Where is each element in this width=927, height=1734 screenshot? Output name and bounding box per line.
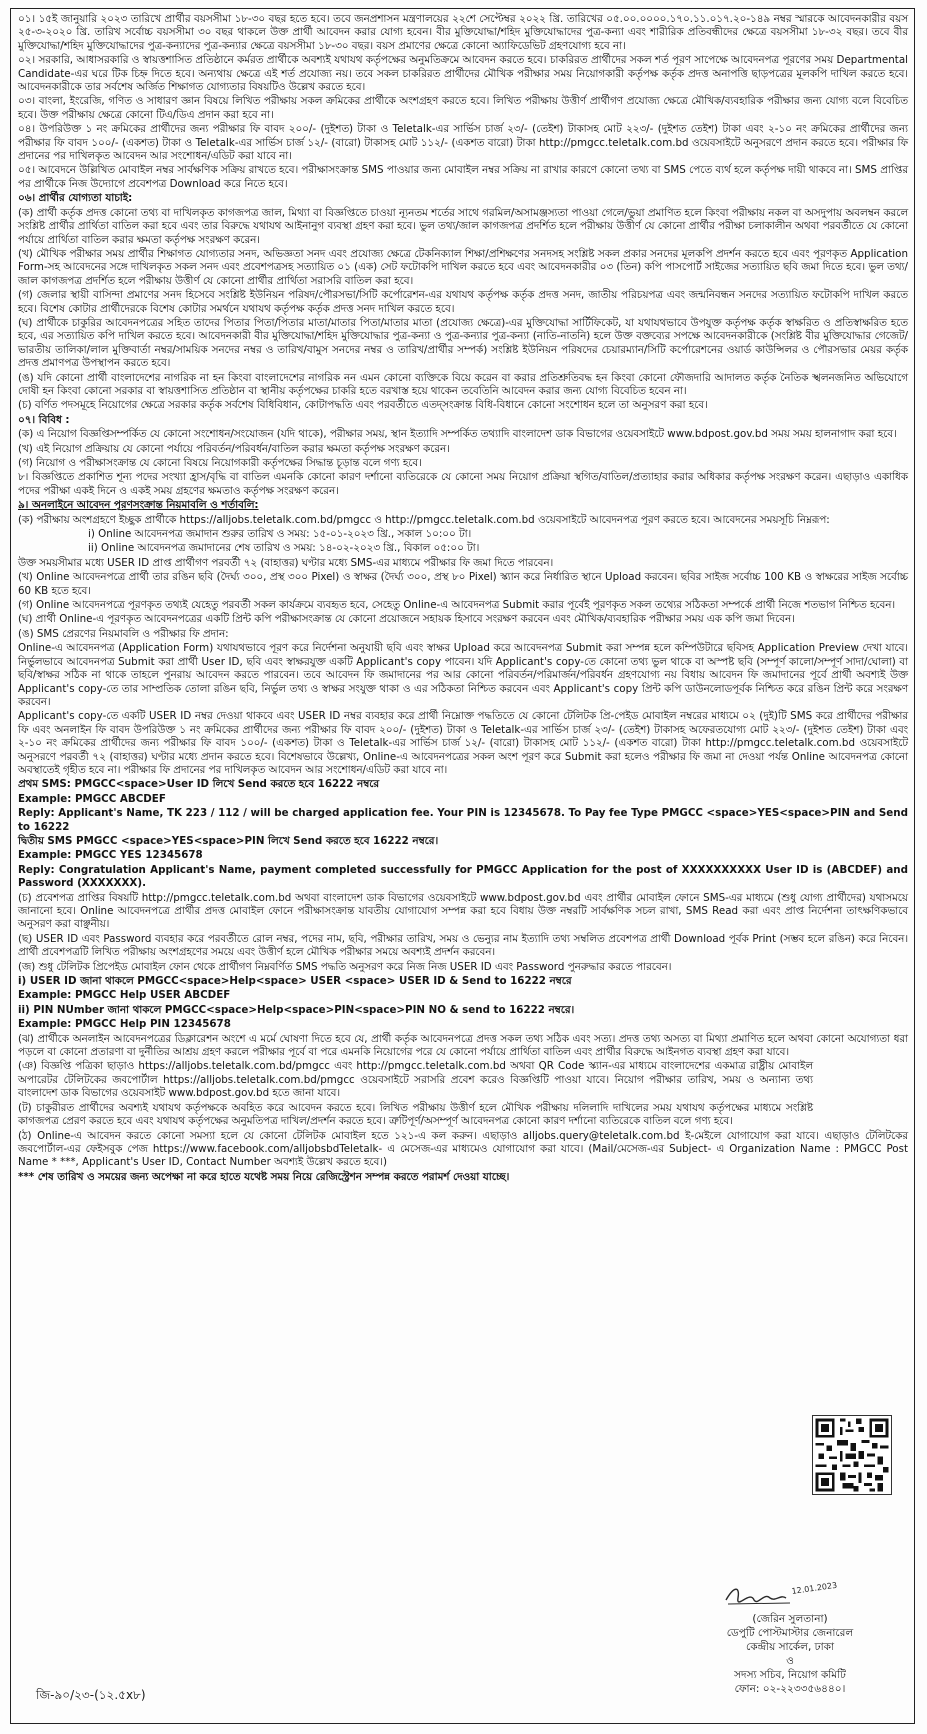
document-number: জি-৯০/২৩-(১২.৫x৮) [36, 1688, 146, 1702]
first-sms-reply: Reply: Applicant's Name, TK 223 / 112 / will be charged application fee. Your PIN is 12345678. To Pay fee Type PMGCC <space>YES<space>PIN and Send to 16222 [18, 807, 908, 833]
clause-06-kha: (খ) মৌখিক পরীক্ষার সময় প্রার্থীর শিক্ষাগত যোগ্যতার সনদ, অভিজ্ঞতা সনদ এবং প্রযোজ্য ক্ষেত্রে টেকনিক্যাল শিক্ষা/প্রশিক্ষণের সনদসহ সংশ্লিষ্ট সকল প্রকার সনদের মূলকপি প্রদর্শন করতে হবে এবং পূরণকৃত Application Form-সহ আবেদনের সঙ্গে দাখিলকৃত সকল সনদ এবং প্রবেশপত্রসহ সত্যায়িত ০১ (এক) সেট ফটোকপি দাখিল করতে হবে এবং আবেদনকারীর ০৩ (তিন) কপি পাসপোর্ট সাইজের সত্যায়িত ছবি জমা দিতে হবে। ভুল তথ্য/জাল কাগজপত্র প্রদর্শিত হলে পরীক্ষায় উত্তীর্ণ যে কোনো প্রার্থীর প্রার্থিতা সরাসরি বাতিল করা হবে। [18, 247, 908, 287]
online-application-rules: Online-এ আবেদনপত্র (Application Form) যথাযথভাবে পূরণ করে নির্দেশনা অনুযায়ী ছবি এবং স্বাক্ষর Upload করে আবেদনপত্র Submit করা সম্পন্ন হলে কম্পিউটারে ছবিসহ Application Preview দেখা যাবে। নির্ভুলভাবে আবেদনপত্র Submit করা প্রার্থী User ID, ছবি এবং স্বাক্ষরযুক্ত একটি Applicant's copy পাবেন। যদি Applicant's copy-তে কোনো তথ্য ভুল থাকে বা অস্পষ্ট ছবি (সম্পূর্ণ কালো/সম্পূর্ণ সাদা/ঘোলা) বা ছবি/স্বাক্ষর সঠিক না থাকে তাহলে পুনরায় আবেদন করতে পারবেন। তবে আবেদন ফি জমাদানের পর আর কোনো পরিবর্তন/পরিমার্জন/পরিবর্ধন গ্রহণযোগ্য নয় বিধায় আবেদন ফি জমাদানের পূর্বে প্রার্থী অবশ্যই উক্ত Applicant's copy-তে তার সাম্প্রতিক তোলা রঙিন ছবি, নির্ভুল তথ্য ও স্বাক্ষর সংযুক্ত থাকা ও এর সঠিকতা নিশ্চিত করবেন এবং Applicant's copy প্রিন্ট কপি ডাউনলোডপূর্বক নিশ্চিত করে রঙিন প্রিন্ট করে সংরক্ষণ করবেন। [18, 642, 908, 708]
signatory-committee: সদস্য সচিব, নিয়োগ কমিটি [734, 1669, 846, 1681]
signatory-office: কেন্দ্রীয় সার্কেল, ঢাকা [745, 1641, 835, 1653]
schedule-end: ii) Online আবেদনপত্র জমাদানের শেষ তারিখ ও সময়: ১৪-০২-২০২৩ খ্রি., বিকাল ০৫:০০ টা। [88, 542, 480, 555]
signature-block [690, 1612, 890, 1696]
clause-08: ৮। বিজ্ঞপ্তিতে প্রকাশিত শূন্য পদের সংখ্যা হ্রাস/বৃদ্ধি বা বাতিল এমনকি কোনো কারণ দর্শানো ব্যতিরেকে যে কোনো সময় নিয়োগ প্রক্রিয়া স্থগিত/বাতিল/প্রত্যাহার করার অধিকার কর্তৃপক্ষ সংরক্ষণ করেন। এছাড়াও একাধিক পদের পরীক্ষা একই দিনে ও একই সময় গ্রহণের ক্ষমতাও কর্তৃপক্ষ সংরক্ষণ করেন। [18, 471, 908, 497]
clause-09-ja: (জ) শুধু টেলিটক প্রিপেইড মোবাইল ফোন থেকে প্রার্থীগণ নিম্নবর্ণিত SMS পদ্ধতি অনুসরণ করে নিজ নিজ USER ID এবং Password পুনরুদ্ধার করতে পারবেন। [18, 960, 672, 973]
circular-body [18, 13, 908, 1185]
clause-06-umo: (ঙ) যদি কোনো প্রার্থী বাংলাদেশের নাগরিক না হন কিংবা বাংলাদেশের নাগরিক নন এমন কোনো ব্যক্তিকে বিয়ে করেন বা করার প্রতিশ্রুতিবদ্ধ হন কিংবা কোনো ফৌজদারি আদালত কর্তৃক নৈতিক স্খলনজনিত অভিযোগে দোষী হন কিংবা কোনো সরকার বা স্বায়ত্তশাসিত প্রতিষ্ঠান বা স্থানীয় কর্তৃপক্ষের চাকরি হতে বরখাস্ত হয়ে থাকেন তবেতিনি আবেদন করার জন্য যোগ্য বিবেচিত হবেন না। [18, 371, 908, 397]
schedule-note: উক্ত সময়সীমার মধ্যে USER ID প্রাপ্ত প্রার্থীগণ পরবর্তী ৭২ (বাহাত্তর) ঘণ্টার মধ্যে SMS-এর মাধ্যমে পরীক্ষার ফি জমা দিতে পারবেন। [18, 556, 554, 569]
clause-06-ga: (গ) জেলার স্থায়ী বাসিন্দা প্রমাণের সনদ হিসেবে সংশ্লিষ্ট ইউনিয়ন পরিষদ/পৌরসভা/সিটি কর্পোরেশন-এর যথাযথ কর্তৃপক্ষ কর্তৃক প্রদত্ত সনদ, জাতীয় পরিচয়পত্র এবং জন্মনিবন্ধন সনদের সত্যায়িত ফটোকপি দাখিল করতে হবে। বিশেষ কোটার প্রার্থীদেরকে বিশেষ কোটার সমর্থনে যথাযথ কর্তৃপক্ষ কর্তৃক প্রদত্ত সনদ দাখিল করতে হবে। [18, 289, 908, 315]
clause-09-ka: (ক) পরীক্ষায় অংশগ্রহণে ইচ্ছুক প্রার্থীকে https://alljobs.teletalk.com.bd/pmgcc ও http://pmgcc.teletalk.com.bd ওয়েবসাইটে আবেদনপত্র পূরণ করতে হবে। আবেদনের সময়সূচি নিম্নরূপ: [18, 513, 830, 526]
clause-09-umo-heading: (ঙ) SMS প্রেরণের নিয়মাবলি ও পরীক্ষার ফি প্রদান: [18, 627, 229, 640]
clause-06-heading: ০৬। প্রার্থীর যোগ্যতা যাচাই: [18, 192, 133, 205]
signatory-and: ও [786, 1655, 794, 1667]
clause-02: ০২। সরকারি, আধাসরকারি ও স্বায়ত্তশাসিত প্রতিষ্ঠানে কর্মরত প্রার্থীকে অবশ্যই যথাযথ কর্তৃপক্ষের অনুমতিক্রমে আবেদন করতে হবে। চাকরিরত প্রার্থীদের সকল শর্ত পূরণ সাপেক্ষে আবেদনপত্র পূরণের সময় Departmental Candidate-এর ঘরে টিক চিহ্ন দিতে হবে। অন্যথায় ক্ষেত্রে এই শর্ত প্রযোজ্য নয়। তবে সকল চাকরিরত প্রার্থীদের মৌখিক পরীক্ষার সময় নিয়োগকারী কর্তৃপক্ষ কর্তৃক প্রদত্ত অনাপত্তি ছাড়পত্রের মূলকপি দাখিল করতে হবে। আবেদনকারীকে তার সর্বশেষ অর্জিত শিক্ষাগত যোগ্যতার বিষয়টিও উল্লেখ করতে হবে। [18, 54, 908, 94]
clause-07-kha: (খ) এই নিয়োগ প্রক্রিয়ায় যে কোনো পর্যায়ে পরিবর্তন/পরিবর্ধন/বাতিল করার ক্ষমতা কর্তৃপক্ষ সংরক্ষণ করেন। [18, 442, 450, 455]
second-sms: দ্বিতীয় SMS PMGCC <space>YES<space>PIN লিখে Send করতে হবে 16222 নম্বরে। [18, 834, 439, 847]
clause-07-heading: ০৭। বিবিধ : [18, 413, 70, 426]
clause-09-nya: (ঞ) বিজ্ঞপ্তি পত্রিকা ছাড়াও https://alljobs.teletalk.com.bd/pmgcc এবং http://pmgcc.teletalk.com.bd অথবা QR Code স্ক্যান-এর মাধ্যমে বাংলাদেশের একমাত্র রাষ্ট্রীয় মোবাইল অপারেটর টেলিটকের জবপোর্টাল https://alljobs.teletalk.com.bd/pmgcc ওয়েবসাইটে সরাসরি প্রবেশ করেও বিজ্ঞপ্তিটি পাওয়া যাবে। নিয়োগ পরীক্ষার তারিখ, সময় ও অন্যান্য তথ্য বাংলাদেশ ডাক বিভাগের ওয়েবসাইট www.bdpost.gov.bd হতে জানা যাবে। [18, 1060, 813, 1100]
clause-07-ka: (ক) এ নিয়োগ বিজ্ঞপ্তিসম্পর্কিত যে কোনো সংশোধন/সংযোজন (যদি থাকে), পরীক্ষার সময়, স্থান ইত্যাদি সম্পর্কিত তথ্যাদি বাংলাদেশ ডাক বিভাগের ওয়েবসাইটে www.bdpost.gov.bd সময় সময় হালনাগাদ করা হবে। [18, 428, 897, 441]
clause-05: ০৫। আবেদনে উল্লিখিত মোবাইল নম্বর সার্বক্ষণিক সক্রিয় রাখতে হবে। পরীক্ষাসংক্রান্ত SMS পাওয়ার জন্য মোবাইল নম্বর সক্রিয় না রাখার কারণে কোনো তথ্য বা SMS পেতে ব্যর্থ হলে কর্তৃপক্ষ দায়ী থাকবে না। SMS প্রাপ্তির পর প্রার্থীকে নিজ উদ্যোগে প্রবেশপত্র Download করে নিতে হবে। [18, 164, 908, 190]
user-id-fee-rules: Applicant's copy-তে একটি USER ID নম্বর দেওয়া থাকবে এবং USER ID নম্বর ব্যবহার করে প্রার্থী নিম্নোক্ত পদ্ধতিতে যে কোনো টেলিটক প্রি-পেইড মোবাইল নম্বরের মাধ্যমে ০২ (দুই)টি SMS করে প্রার্থীদের পরীক্ষার ফি এবং অনলাইন ফি বাবদ উপরিউক্ত ১ নং ক্রমিকের প্রার্থীদের জন্য পরীক্ষার ফি বাবদ ২০০/- (দুইশত) টাকা ও Teletalk-এর সার্ভিস চার্জ ২৩/- (তেইশ) টাকাসহ অফেরতযোগ্য মোট ২২৩/- (দুইশত তেইশ) টাকা এবং ২-১০ নং ক্রমিকের প্রার্থীদের জন্য পরীক্ষার ফি বাবদ ১০০/- (একশত) টাকা ও Teletalk-এর সার্ভিস চার্জ ১২/- (বারো) টাকাসহ মোট ১১২/- (একশত বারো) টাকা http://pmgcc.teletalk.com.bd ওয়েবসাইটে অনুসরণে পরবর্তী ৭২ (বাহাত্তর) ঘণ্টার মধ্যে প্রদান করতে হবে। বিশেষভাবে উল্লেখ্য, Online-এ আবেদনপত্রের সকল অংশ পূরণ করে Submit করা হলেও পরীক্ষার ফি জমা না দেওয়া পর্যন্ত Online আবেদনপত্র কোনো অবস্থাতেই গৃহীত হবে না। পরীক্ষার ফি প্রদানের পর দাখিলকৃত আবেদন আর সংশোধন/এডিট করা যাবে না। [18, 710, 908, 776]
signatory-phone: ফোন: ০২-২২৩৩৫৬৪৪০। [734, 1683, 846, 1695]
recover-pin-example: Example: PMGCC Help PIN 12345678 [18, 1018, 231, 1031]
clause-09-kha: (খ) Online আবেদনপত্রে প্রার্থী তার রঙিন ছবি (দৈর্ঘ্য ৩০০, প্রস্থ ৩০০ Pixel) ও স্বাক্ষর (দৈর্ঘ্য ৩০০, প্রস্থ ৮০ Pixel) স্ক্যান করে নির্ধারিত স্থানে Upload করবেন। ছবির সাইজ সর্বোচ্চ 100 KB ও স্বাক্ষরের সাইজ সর্বোচ্চ 60 KB হতে হবে। [18, 571, 908, 597]
handwritten-signature [720, 1580, 840, 1610]
clause-09-heading: ৯। অনলাইনে আবেদন পূরণসংক্রান্ত নিয়মাবলি ও শর্তাবলি: [18, 499, 259, 512]
clause-06-gha: (ঘ) প্রার্থীকে চাকুরির আবেদনপত্রের সহিত তাদের পিতার পিতা/পিতার মাতা/মাতার পিতা/মাতার মাতা (প্রযোজ্য ক্ষেত্রে)-এর মুক্তিযোদ্ধা সার্টিফিকেট, যা যথাযথভাবে উপযুক্ত কর্তৃপক্ষ কর্তৃক স্বাক্ষরিত ও প্রতিস্বাক্ষরিত হতে হবে, এর সত্যায়িত কপি দাখিল করতে হবে। আবেদনকারী বীর মুক্তিযোদ্ধা/শহিদ মুক্তিযোদ্ধার পুত্র-কন্যা ও পুত্র-কন্যার পুত্র-কন্যা (নাতি-নাতনি) হলে উক্ত বক্তব্যের সপক্ষে আবেদনকারীকে (সংশ্লিষ্ট বীর মুক্তিযোদ্ধার গেজেট/ভারতীয় তালিকা/লাল মুক্তিবার্তা নম্বর/সাময়িক সনদের নম্বর ও তারিখ/বামুস সনদের নম্বর ও তারিখ/প্রার্থীর সম্পর্ক) সংশ্লিষ্ট ইউনিয়ন পরিষদের চেয়ারম্যান/সিটি কর্পোরেশনের ওয়ার্ড কাউন্সিলর ও পৌরসভার মেয়র কর্তৃক প্রদত্ত প্রমাণপত্র উপস্থাপন করতে হবে। [18, 316, 908, 370]
clause-09-jha: (ঝ) প্রার্থীকে অনলাইন আবেদনপত্রের ডিক্লারেশন অংশে এ মর্মে ঘোষণা দিতে হবে যে, প্রার্থী কর্তৃক আবেদনপত্রে প্রদত্ত সকল তথ্য সঠিক এবং সত্য। প্রদত্ত তথ্য অসত্য বা মিথ্যা প্রমাণিত হলে অথবা কোনো অযোগ্যতা ধরা পড়লে বা কোনো প্রতারণা বা দুর্নীতির আশ্রয় গ্রহণ করলে পরীক্ষার পূর্বে বা পরে এমনকি নিয়োগের পরে যে কোনো পর্যায়ে প্রার্থিতা বাতিল এবং প্রার্থীর বিরুদ্ধে আইনগত ব্যবস্থা গ্রহণ করা যাবে। [18, 1032, 908, 1059]
signatory-designation: ডেপুটি পোস্টমাস্টার জেনারেল [726, 1627, 854, 1639]
clause-09-tha: (ঠ) Online-এ আবেদন করতে কোনো সমস্যা হলে যে কোনো টেলিটক মোবাইল হতে ১২১-এ কল করুন। এছাড়াও alljobs.query@teletalk.com.bd ই-মেইলে যোগাযোগ করা যাবে। এছাড়াও টেলিটকের জবপোর্টাল-এর ফেইসবুক পেজ https://www.facebook.com/alljobsbdTeletalk- এ মেসেজ-এর মাধ্যমেও যোগাযোগ করা যাবে। (Mail/মেসেজ-এর Subject- এ Organization Name : PMGCC Post Name * ***, Applicant's User ID, Contact Number অবশ্যই উল্লেখ করতে হবে।) [18, 1129, 908, 1169]
clause-04: ০৪। উপরিউক্ত ১ নং ক্রমিকের প্রার্থীদের জন্য পরীক্ষার ফি বাবদ ২০০/- (দুইশত) টাকা ও Teletalk-এর সার্ভিস চার্জ ২৩/- (তেইশ) টাকাসহ মোট ২২৩/- (দুইশত তেইশ) টাকা এবং ২-১০ নং ক্রমিকের প্রার্থীদের জন্য পরীক্ষার ফি বাবদ ১০০/- (একশত) টাকা ও Teletalk-এর সার্ভিস চার্জ ১২/- (বারো) টাকাসহ মোট ১১২/- (একশত বারো) টাকা http://pmgcc.teletalk.com.bd ওয়েবসাইটে অনুসরণে প্রদান করতে হবে। পরীক্ষার ফি প্রদানের পর দাখিলকৃত আবেদন আর সংশোধন/এডিট করা যাবে না। [18, 123, 908, 163]
first-sms: প্রথম SMS: PMGCC<space>User ID লিখে Send করতে হবে 16222 নম্বরে [18, 778, 380, 791]
schedule-start: i) Online আবেদনপত্র জমাদান শুরুর তারিখ ও সময়: ১৫-০১-২০২৩ খ্রি., সকাল ১০:০০ টা। [88, 528, 472, 541]
clause-09-ga: (গ) Online আবেদনপত্রে পূরণকৃত তথ্যই যেহেতু পরবর্তী সকল কার্যক্রমে ব্যবহৃত হবে, সেহেতু Online-এ আবেদনপত্র Submit করার পূর্বেই পূরণকৃত সকল তথ্যের সঠিকতা সম্পর্কে প্রার্থী নিজে শতভাগ নিশ্চিত হবেন। [18, 599, 896, 612]
clause-06-ka: (ক) প্রার্থী কর্তৃক প্রদত্ত কোনো তথ্য বা দাখিলকৃত কাগজপত্র জাল, মিথ্যা বা বিজ্ঞপ্তিতে চাওয়া ন্যূনতম শর্তের সাথে গরমিল/অসামঞ্জস্যতা পাওয়া গেলে/ভুয়া প্রমাণিত হলে কিংবা পরীক্ষায় নকল বা অসদুপায় অবলম্বন করলে সংশ্লিষ্ট প্রার্থীর প্রার্থিতা বাতিল করা হবে এবং তার বিরুদ্ধে যথাযথ আইনানুগ ব্যবস্থা গ্রহণ করা হবে। ভুল তথ্য/জাল কাগজপত্র প্রদর্শিত হলে পরীক্ষায় উত্তীর্ণ যে কোনো প্রার্থীর পরীক্ষা চলাকালীন অথবা পরবর্তীতে যে কোনো পর্যায়ে প্রার্থিতা বাতিল করার ক্ষমতা কর্তৃপক্ষ সংরক্ষণ করেন। [18, 206, 909, 246]
clause-09-chha: (ছ) USER ID এবং Password ব্যবহার করে পরবর্তীতে রোল নম্বর, পদের নাম, ছবি, পরীক্ষার তারিখ, সময় ও ভেন্যুর নাম ইত্যাদি তথ্য সম্বলিত প্রবেশপত্র প্রার্থী Download পূর্বক Print (সম্ভব হলে রঙিন) করে নিবেন। প্রার্থী প্রবেশপত্রটি লিখিত পরীক্ষায় অংশগ্রহণের সময়ে এবং উত্তীর্ণ হলে মৌখিক পরীক্ষার সময়ে অবশ্যই প্রদর্শন করবেন। [18, 932, 908, 959]
clause-09-gha: (ঘ) প্রার্থী Online-এ পূরণকৃত আবেদনপত্রের একটি প্রিন্ট কপি পরীক্ষাসংক্রান্ত যে কোনো প্রয়োজনে সহায়ক হিসাবে সংরক্ষণ করবেন এবং মৌখিক/ব্যবহারিক পরীক্ষার সময় এক কপি জমা দিবেন। [18, 613, 795, 626]
svg-text:12.01.2023: 12.01.2023 [791, 1580, 838, 1596]
clause-01: ০১। ১৫ই জানুয়ারি ২০২৩ তারিখে প্রার্থীর বয়সসীমা ১৮-৩০ বছর হতে হবে। তবে জনপ্রশাসন মন্ত্রণালয়ের ২২শে সেপ্টেম্বর ২০২২ খ্রি. তারিখের ০৫.০০.০০০০.১৭০.১১.০১৭.২০-১৪৯ নম্বর স্মারকে আবেদনকারীর বয়স ২৫-৩-২০২০ খ্রি. তারিখ সর্বোচ্চ বয়সসীমা ৩০ বছর থাকলে উক্ত প্রার্থী আবেদন করার যোগ্য হবেন। বীর মুক্তিযোদ্ধা/শহিদ মুক্তিযোদ্ধাদের পুত্র-কন্যা এবং শারীরিক প্রতিবন্ধীদের ক্ষেত্রে বয়সসীমা ১৮-৩২ বছর। তবে বীর মুক্তিযোদ্ধা/শহিদ মুক্তিযোদ্ধাদের পুত্র-কন্যাদের পুত্র-কন্যার ক্ষেত্রে বয়সসীমা ১৮-৩০ বছর। বয়স প্রমাণের ক্ষেত্রে কোনো অ্যাফিডেভিট গ্রহণযোগ্য হবে না। [18, 13, 908, 52]
recover-pin: ii) PIN NUmber জানা থাকলে PMGCC<space>Help<space>PIN<space>PIN NO & send to 16222 নম্বরে। [18, 1003, 575, 1016]
clause-03: ০৩। বাংলা, ইংরেজি, গণিত ও সাধারণ জ্ঞান বিষয়ে লিখিত পরীক্ষায় সকল ক্রমিকের প্রার্থীকে অংশগ্রহণ করতে হবে। লিখিত পরীক্ষায় উত্তীর্ণ প্রার্থীগণ প্রযোজ্য ক্ষেত্রে মৌখিক/ব্যবহারিক পরীক্ষার জন্য যোগ্য বলে বিবেচিত হবে। উক্ত পরীক্ষায় ক্ষেত্রে কোনো টিএ/ডিএ প্রদান করা হবে না। [18, 95, 908, 121]
first-sms-example: Example: PMGCC ABCDEF [18, 792, 166, 805]
recover-user-id: i) USER ID জানা থাকলে PMGCC<space>Help<space> USER <space> USER ID & Send to 16222 নম্বরে [18, 975, 572, 988]
clause-09-cha: (চ) প্রবেশপত্র প্রাপ্তির বিষয়টি http://pmgcc.teletalk.com.bd অথবা বাংলাদেশ ডাক বিভাগের ওয়েবসাইটে www.bdpost.gov.bd এবং প্রার্থীর মোবাইল ফোনে SMS-এর মাধ্যমে (শুধু যোগ্য প্রার্থীদের) যথাসময়ে জানানো হবে। Online আবেদনপত্রে প্রার্থীর প্রদত্ত মোবাইল ফোনে পরীক্ষাসংক্রান্ত যাবতীয় যোগাযোগ সম্পন্ন করা হবে বিধায় উক্ত নম্বরটি সার্বক্ষণিক সচল রাখা, SMS Read করা এবং প্রাপ্ত নির্দেশনা তাৎক্ষণিকভাবে অনুসরণ করা বাঞ্ছনীয়। [18, 891, 908, 931]
recover-user-id-example: Example: PMGCC Help USER ABCDEF [18, 989, 231, 1002]
signatory-name: (জেরিন সুলতানা) [752, 1613, 828, 1625]
registration-advice: *** শেষ তারিখ ও সময়ের জন্য অপেক্ষা না করে হাতে যথেষ্ট সময় নিয়ে রেজিস্ট্রেশন সম্পন্ন করতে পরামর্শ দেওয়া যাচ্ছে। [18, 1170, 510, 1183]
second-sms-reply: Reply: Congratulation Applicant's Name, payment completed successfully for PMGCC Application for the post of XXXXXXXXXX User ID is (ABCDEF) and Password (XXXXXXX). [18, 863, 908, 890]
clause-07-ga: (গ) নিয়োগ ও পরীক্ষাসংক্রান্ত যে কোনো বিষয়ে নিয়োগকারী কর্তৃপক্ষের সিদ্ধান্ত চূড়ান্ত বলে গণ্য হবে। [18, 457, 422, 469]
clause-06-cha: (চ) বর্ণিত পদসমূহে নিয়োগের ক্ষেত্রে সরকার কর্তৃক সর্বশেষ বিধিবিধান, কোটাপদ্ধতি এবং পরবর্তীতে এতদ্সংক্রান্ত বিধি-বিধানে কোনো সংশোধন হলে তা অনুসরণ করা হবে। [18, 399, 708, 412]
clause-09-ta: (ট) চাকুরীরত প্রার্থীদের অবশ্যই যথাযথ কর্তৃপক্ষকে অবহিত করে আবেদন করতে হবে। লিখিত পরীক্ষায় উত্তীর্ণ হলে মৌখিক পরীক্ষায় দলিলাদি দাখিলের সময় যথাযথ কর্তৃপক্ষের মাধ্যমে সংশ্লিষ্ট কাগজপত্র প্রেরণ করতে হবে এবং যথাযথ কর্তৃপক্ষের অনুমতিপত্র দাখিল/প্রদর্শন করতে হবে। ত্রুটিপূর্ণ/অসম্পূর্ণ আবেদনপত্র কোনো কারণ দর্শানো ব্যতিরেকে বাতিল বলে গণ্য হবে। [18, 1101, 813, 1128]
qr-code-icon[interactable] [812, 1415, 892, 1495]
second-sms-example: Example: PMGCC YES 12345678 [18, 849, 203, 862]
